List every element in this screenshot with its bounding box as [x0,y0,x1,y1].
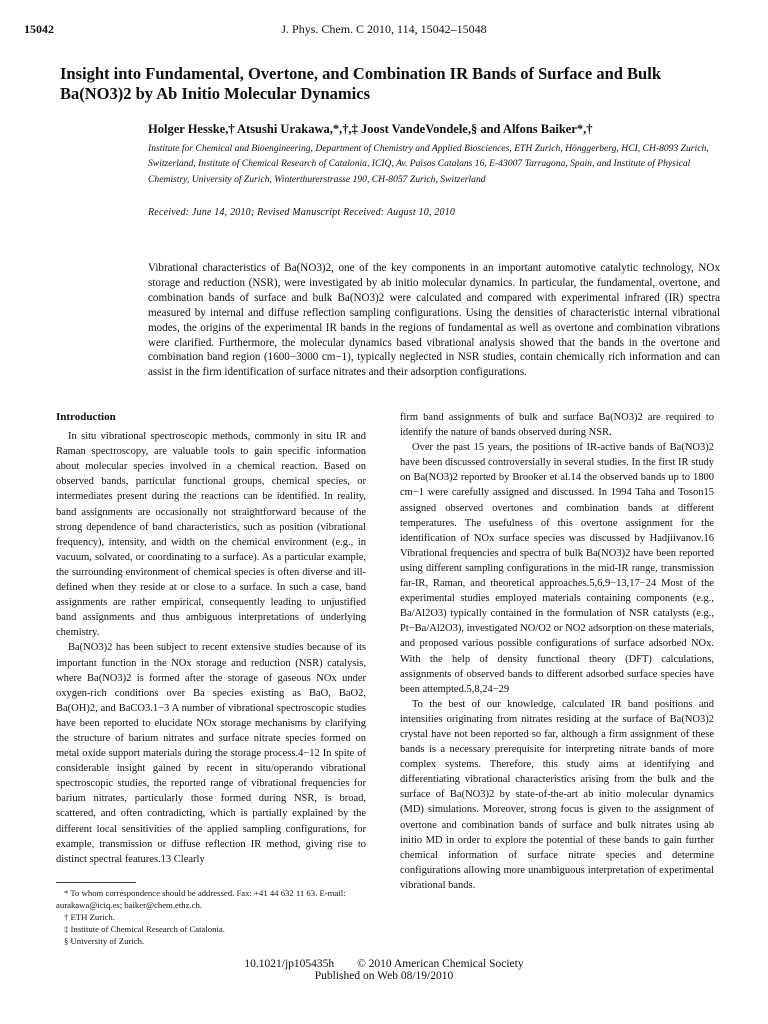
footnote-divider [56,882,136,883]
footnotes [56,887,366,947]
right-column [400,410,714,893]
left-column [56,410,366,867]
footnote: † ETH Zurich. [64,912,115,922]
paragraph: In situ vibrational spectroscopic methods, commonly in situ IR and Raman spectroscopy, are valuable tools to gain specific information about molecular species involved in a chemical reaction. Based on observed bands, particular functional groups, chemical species, or intermediates present during the reactions can be identified. In reality, band assignments are occasionally not straightforward because of the strong dependence of band characteristics, such as position (vibrational frequency), intensity, and width on the chemical environment (e.g., in vacuum, solvated, or coordinating to a surface). As a particular example, the surrounding environment of chemical species is often diverse and ill-defined when they reside at or close to a surface. In such a case, band assignments are rather empirical, consequently leading to unjustified band assignments and thus ambiguous interpretations of underlying chemistry. [56,431,366,639]
affiliations: Institute for Chemical and Bioengineering, Department of Chemistry and Applied Biosciences, ETH Zurich, Hönggerberg, HCI, CH-8093 Zurich, Switzerland, Institute of Chemical Research of Catalonia, ICIQ, Av. Països Catalans 16, E-43007 Tarragona, Spain, and Institute of Physical Chemistry, University of Zurich, Winterthurerstrasse 190, CH-8057 Zurich, Switzerland [148,143,709,185]
paragraph: Over the past 15 years, the positions of IR-active bands of Ba(NO3)2 have been discussed controversially in several studies. In the first IR study on Ba(NO3)2 reported by Brooker et al.14 the observed bands up to 1800 cm−1 were carefully assigned and discussed. In 1994 Taha and Toson15 assigned observed overtones and combination bands at different temperatures. The usefulness of this overtone assignment for the identification of NOx surface species was discussed by Hadjiivanov.16 Vibrational frequencies and spectra of bulk Ba(NO3)2 have been reported using different sampling configurations in the mid-IR range, transmission far-IR, Raman, and theoretical approaches.5,6,9−13,17−24 Most of the experimental studies employed materials containing components (e.g., Ba/Al2O3) typically contained in the formulation of NSR catalysts (e.g., Pt−Ba/Al2O3), investigated NO/O2 or NO2 adsorption on these materials, and proposed various possible configurations of surface adsorbed NOx. With the help of density functional theory (DFT) calculations, assignments of observed bands to different adsorbed surface species have been attempted.5,8,24−29 [400,442,714,695]
publication-date: Published on Web 08/19/2010 [314,970,454,982]
page-footer [0,958,768,982]
footnote: ‡ Institute of Chemical Research of Catalonia. [64,924,225,934]
section-heading: Introduction [56,411,116,423]
article-title: Insight into Fundamental, Overtone, and Combination IR Bands of Surface and Bulk Ba(NO3)2 by Ab Initio Molecular Dynamics [60,64,661,103]
abstract: Vibrational characteristics of Ba(NO3)2, one of the key components in an important automotive catalytic technology, NOx storage and reduction (NSR), were investigated by ab initio molecular dynamics. In particular, the fundamental, overtone, and combination bands of surface and bulk Ba(NO3)2 were calculated and compared with experimental infrared (IR) spectra measured by internal and diffuse reflection sampling configurations. Using the densities of characteristic internal vibrational modes, the origins of the experimental IR bands in the regions of fundamental as well as overtone and combination vibrations were clarified. Furthermore, the molecular dynamics based vibrational analysis showed that the bands in the overtone and combination band region (1600−3000 cm−1), typically neglected in NSR studies, contain chemically rich information and can assist in the firm identification of surface nitrates and their adsorption configurations. [148,262,720,379]
author-list: Holger Hesske,† Atsushi Urakawa,*,†,‡ Joost VandeVondele,§ and Alfons Baiker*,† [148,122,593,136]
paragraph: To the best of our knowledge, calculated IR band positions and intensities originating from nitrates residing at the surface of Ba(NO3)2 crystal have not been reported so far, although a firm assignment of these bands is a necessary prerequisite for interpreting nitrate bands of more complex systems. Therefore, this study aims at identifying and differentiating vibrational characteristics arising from the bulk and the surface of Ba(NO3)2 by state-of-the-art ab initio molecular dynamics (MD) simulations. Moreover, strong focus is given to the assignment of overtone and combination bands of surface and bulk nitrates using ab initio MD in order to explore the potential of these bands to gain further chemical information of surface nitrate species and determine configurations allowing more unambiguous interpretation of experimental vibrational bands. [400,698,714,891]
doi: 10.1021/jp105435h [244,958,335,970]
footnote: § University of Zurich. [64,936,145,946]
received-dates: Received: June 14, 2010; Revised Manuscript Received: August 10, 2010 [148,207,456,218]
journal-citation: J. Phys. Chem. C 2010, 114, 15042–15048 [281,22,487,36]
paragraph: firm band assignments of bulk and surface Ba(NO3)2 are required to identify the nature of bands observed during NSR. [400,412,714,439]
page-number: 15042 [24,22,54,36]
paragraph: Ba(NO3)2 has been subject to recent extensive studies because of its important function in the NOx storage and reduction (NSR) catalysis, where Ba(NO3)2 is formed after the storage of gaseous NOx under oxygen-rich conditions over Ba species existing as BaO, BaO2, Ba(OH)2, and BaCO3.1−3 A number of vibrational spectroscopic studies have been reported to elucidate NOx storage mechanisms by clarifying the structure of barium nitrates and surface nitrate species formed on metal oxide support materials during the storage process.4−12 In spite of considerable insight gained by recent in situ/operando vibrational spectroscopic studies, the reported range of vibrational frequencies for barium nitrates, particularly those formed during NSR, is broad, scattered, and often contradicting, which is partially explained by the different local sensitivities of the applied sampling configurations, for example, transmission or diffuse reflection IR method, giving rise to distinct spectral features.13 Clearly [56,642,366,865]
copyright: © 2010 American Chemical Society [357,958,524,970]
footnote: * To whom correspondence should be addressed. Fax: +41 44 632 11 63. E-mail: aurakawa@iciq.es; baiker@chem.ethz.ch. [56,888,346,910]
